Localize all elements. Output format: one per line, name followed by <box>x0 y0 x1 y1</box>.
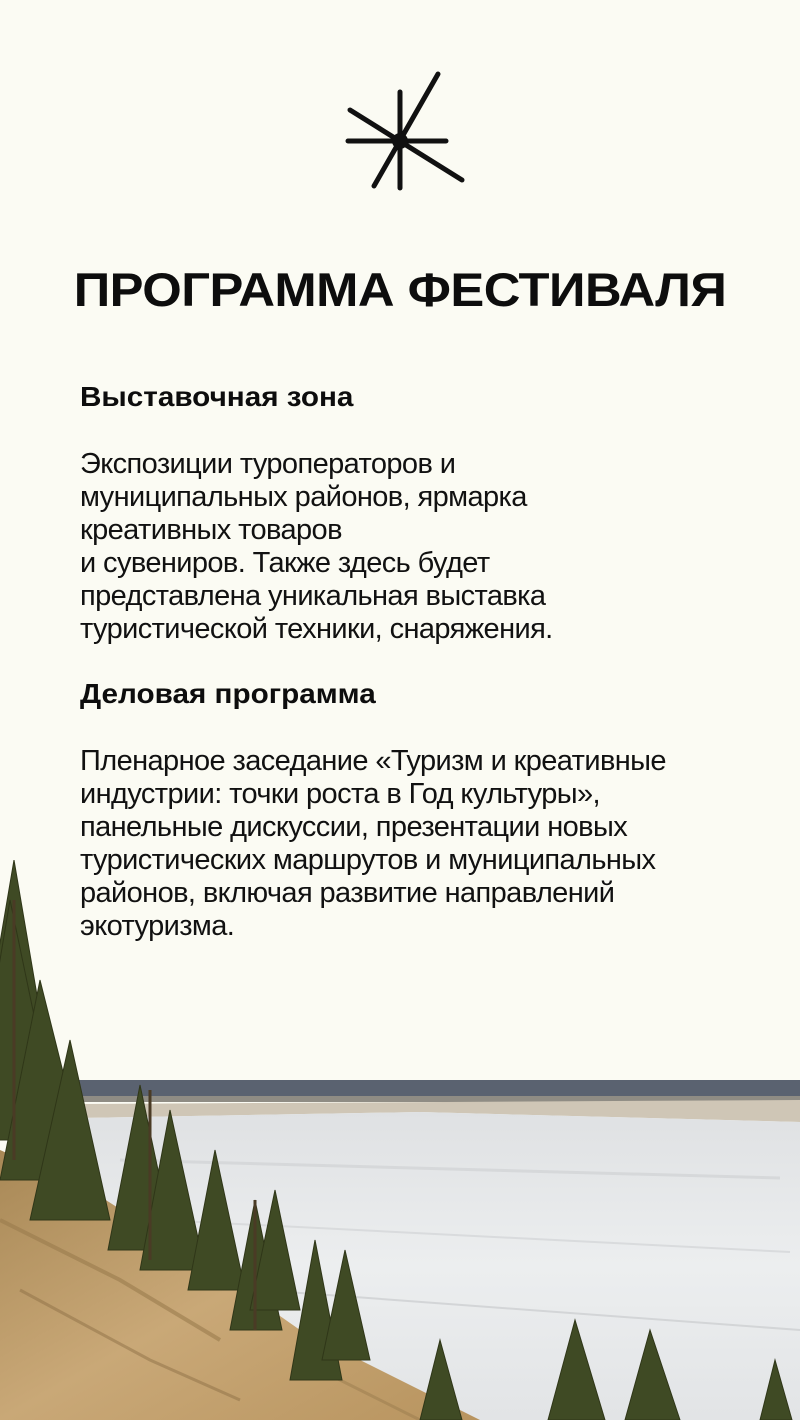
section-exhibition-zone <box>80 380 760 646</box>
section-heading: Выставочная зона <box>80 381 354 412</box>
section-heading: Деловая программа <box>80 678 376 709</box>
landscape-photo <box>0 860 800 1420</box>
section-description: Пленарное заседание «Туризм и креативные индустрии: точки роста в Год культуры», панельные дискуссии, презентации новых туристических маршрутов и муниципальных районов, включая развитие направлений экотуризма. <box>80 745 666 942</box>
section-description: Экспозиции туроператоров и муниципальных районов, ярмарка креативных товаров и сувениров. Также здесь будет представлена уникальная выставка туристической техники, снаряжения. <box>80 448 553 645</box>
star-burst-icon <box>330 62 470 202</box>
page-title: ПРОГРАММА ФЕСТИВАЛЯ <box>73 263 727 316</box>
far-shore <box>60 1080 800 1098</box>
